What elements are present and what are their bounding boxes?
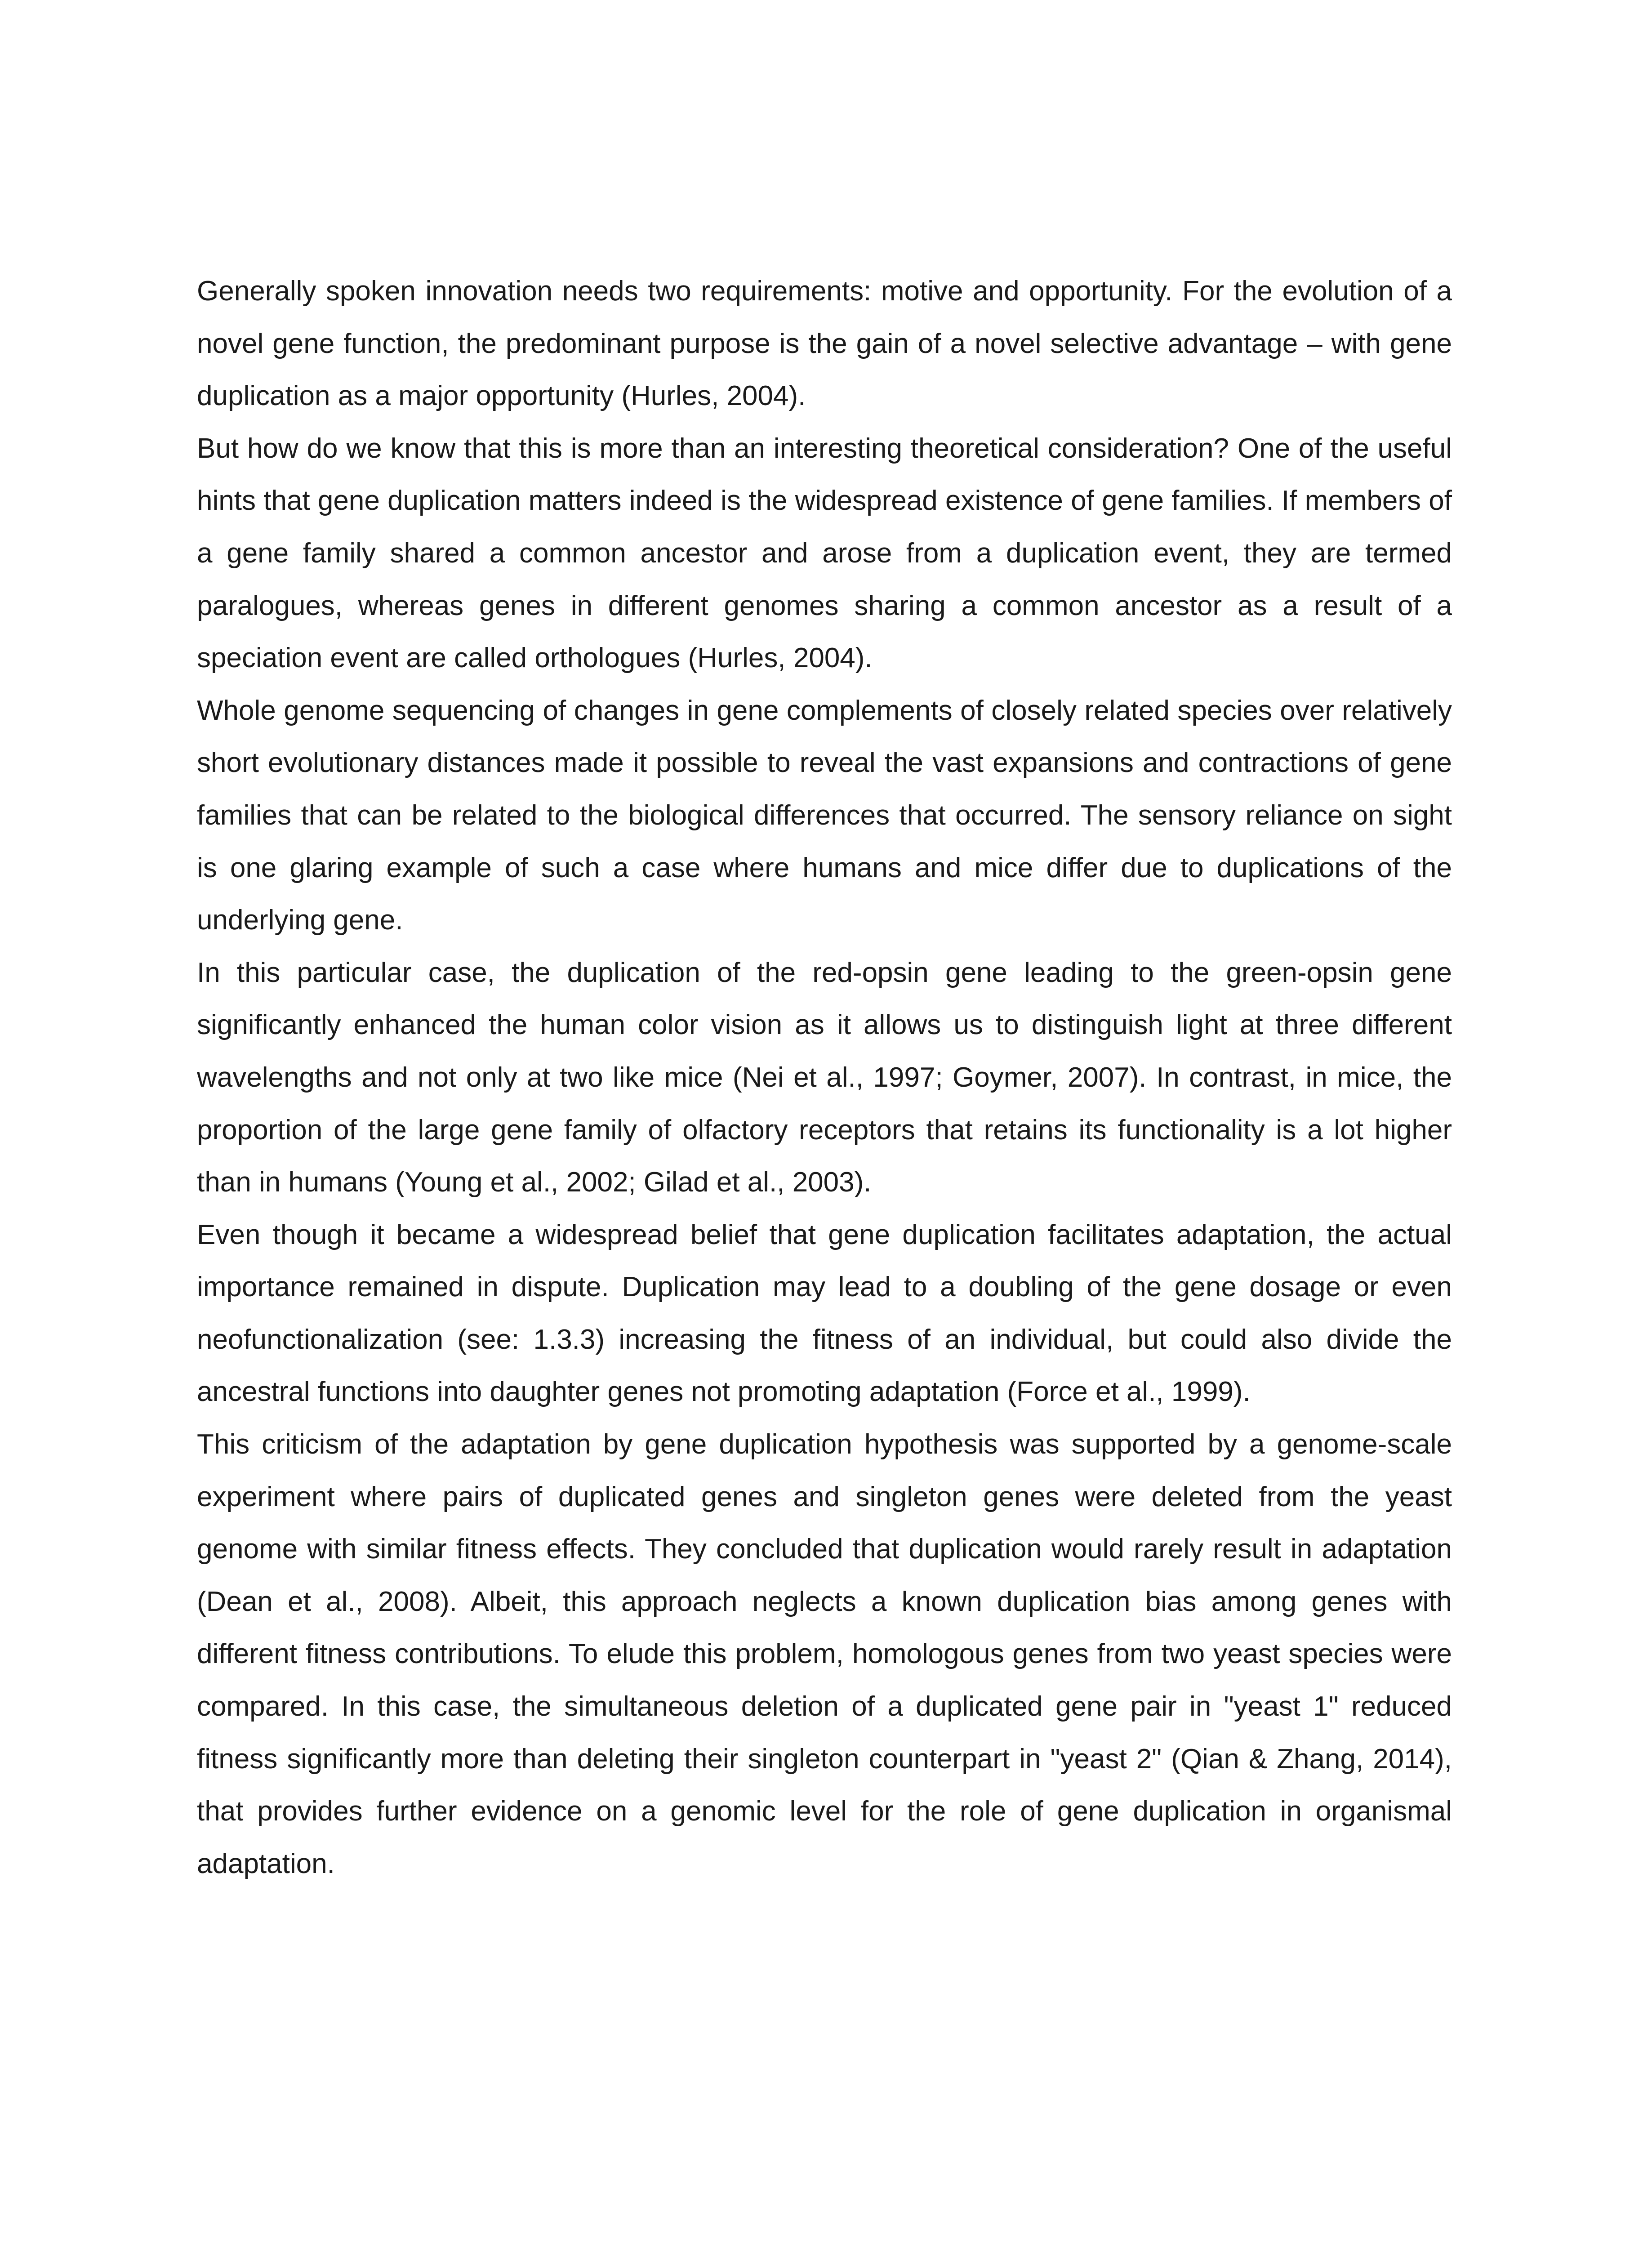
paragraph-yeast-experiment: This criticism of the adaptation by gene duplication hypothesis was supported by a genome-scale experiment where pairs of duplicated genes and singleton genes were deleted from the yeast genome with similar fitness effects. They concluded that duplication would rarely result in adaptation (Dean et al., 2008). Albeit, this approach neglects a known duplication bias among genes with different fitness contributions. To elude this problem, homologous genes from two yeast species were compared. In this case, the simultaneous deletion of a duplicated gene pair in "yeast 1" reduced fitness significantly more than deleting their singleton counterpart in "yeast 2" (Qian & Zhang, 2014), that provides further evidence on a genomic level for the role of gene duplication in organismal adaptation. <box>197 1429 1452 1879</box>
paragraph-opsin-example: In this particular case, the duplication of the red-opsin gene leading to the green-opsin gene significantly enhanced the human color vision as it allows us to distinguish light at three different wavelengths and not only at two like mice (Nei et al., 1997; Goymer, 2007). In contrast, in mice, the proportion of the large gene family of olfactory receptors that retains its functionality is a lot higher than in humans (Young et al., 2002; Gilad et al., 2003). <box>197 957 1452 1198</box>
paragraph-genome-sequencing: Whole genome sequencing of changes in gene complements of closely related species over relatively short evolutionary distances made it possible to reveal the vast expansions and contractions of gene families that can be related to the biological differences that occurred. The sensory reliance on sight is one glaring example of such a case where humans and mice differ due to duplications of the underlying gene. <box>197 695 1452 936</box>
body-text <box>197 265 1452 1890</box>
paragraph-gene-families: But how do we know that this is more than an interesting theoretical consideration? One of the useful hints that gene duplication matters indeed is the widespread existence of gene families. If members of a gene family shared a common ancestor and arose from a duplication event, they are termed paralogues, whereas genes in different genomes sharing a common ancestor as a result of a speciation event are called orthologues (Hurles, 2004). <box>197 433 1452 674</box>
paragraph-innovation: Generally spoken innovation needs two requirements: motive and opportunity. For the evolution of a novel gene function, the predominant purpose is the gain of a novel selective advantage – with gene duplication as a major opportunity (Hurles, 2004). <box>197 276 1452 412</box>
paragraph-adaptation-dispute: Even though it became a widespread belief that gene duplication facilitates adaptation, the actual importance remained in dispute. Duplication may lead to a doubling of the gene dosage or even neofunctionalization (see: 1.3.3) increasing the fitness of an individual, but could also divide the ancestral functions into daughter genes not promoting adaptation (Force et al., 1999). <box>197 1219 1452 1408</box>
